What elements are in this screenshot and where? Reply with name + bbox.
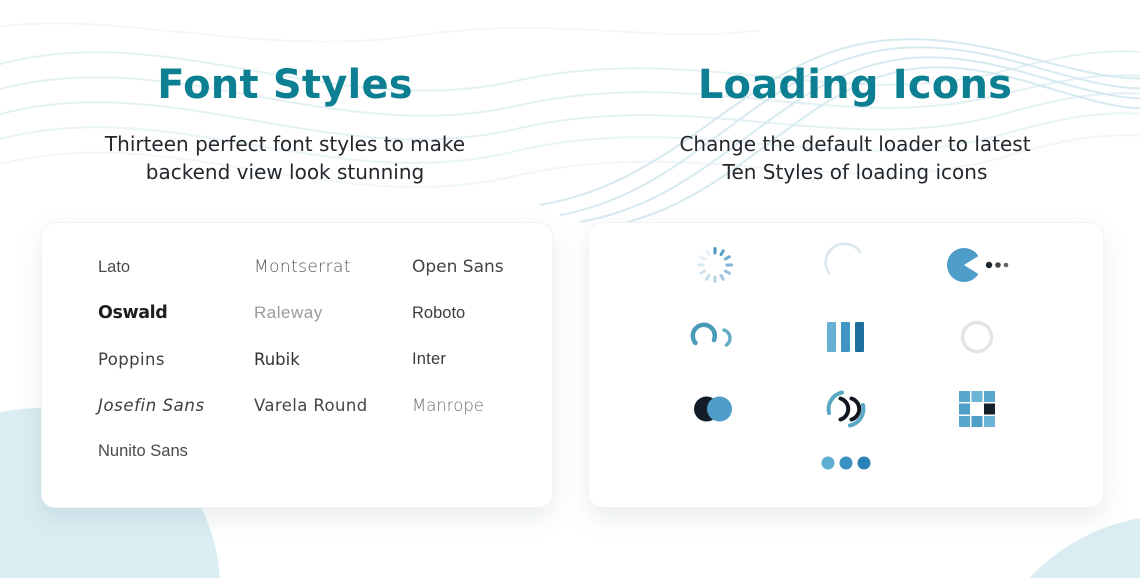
- font-item-montserrat: Montserrat: [254, 257, 351, 277]
- font-styles-subtitle: [0, 130, 570, 186]
- loading-icons-subtitle: [570, 130, 1140, 186]
- fonts-column-1: [98, 244, 254, 474]
- loader-cell: [589, 445, 1103, 481]
- loading-icons-subtitle-line2: Ten Styles of loading icons: [722, 160, 988, 184]
- loaders-grid: [589, 223, 1103, 445]
- arc-spinner-icon: [818, 237, 874, 293]
- double-crescent-spinner-icon: [689, 319, 741, 355]
- vertical-bars-loader-icon: [827, 318, 865, 356]
- loader-cell: [780, 229, 911, 301]
- font-item-nunito-sans: Nunito Sans: [98, 441, 188, 460]
- loader-cell: [912, 373, 1043, 445]
- font-item-roboto: Roboto: [412, 303, 466, 322]
- grid-squares-loader-icon: [958, 390, 996, 428]
- broken-ring-spinner-icon: [820, 383, 872, 435]
- fonts-column-2: [254, 244, 412, 474]
- loader-cell: [649, 229, 780, 301]
- font-item-josefin-sans: Josefin Sans: [98, 395, 205, 415]
- font-item-rubik: Rubik: [254, 349, 300, 369]
- font-item-lato: Lato: [98, 257, 131, 276]
- font-item-raleway: Raleway: [254, 303, 323, 322]
- ring-loader-icon: [955, 315, 999, 359]
- loading-icons-section: [570, 0, 1140, 578]
- radial-dots-spinner-icon: [693, 243, 737, 287]
- font-styles-title: Font Styles: [157, 62, 413, 108]
- loader-cell: [912, 301, 1043, 373]
- fonts-grid: [42, 223, 552, 474]
- loader-cell: [649, 301, 780, 373]
- font-item-oswald: Oswald: [98, 303, 168, 323]
- font-item-varela-round: Varela Round: [254, 395, 368, 415]
- loader-cell: [780, 301, 911, 373]
- pacman-loader-icon: [944, 245, 1010, 285]
- loader-cell: [780, 373, 911, 445]
- loading-icons-subtitle-line1: Change the default loader to latest: [679, 132, 1031, 156]
- font-item-poppins: Poppins: [98, 349, 165, 369]
- three-dots-loader-icon: [820, 455, 872, 471]
- font-styles-subtitle-line2: backend view look stunning: [145, 160, 425, 184]
- loader-cell: [649, 373, 780, 445]
- overlapping-circles-loader-icon: [693, 394, 737, 424]
- loading-icons-title: Loading Icons: [697, 62, 1013, 108]
- font-item-open-sans: Open Sans: [412, 257, 504, 277]
- font-styles-subtitle-line1: Thirteen perfect font styles to make: [104, 132, 466, 156]
- loader-cell: [912, 229, 1043, 301]
- fonts-column-3: [412, 244, 552, 474]
- font-item-manrope: Manrope: [412, 395, 484, 415]
- font-styles-card: [41, 222, 553, 508]
- loading-icons-card: [588, 222, 1104, 508]
- font-item-inter: Inter: [412, 349, 447, 368]
